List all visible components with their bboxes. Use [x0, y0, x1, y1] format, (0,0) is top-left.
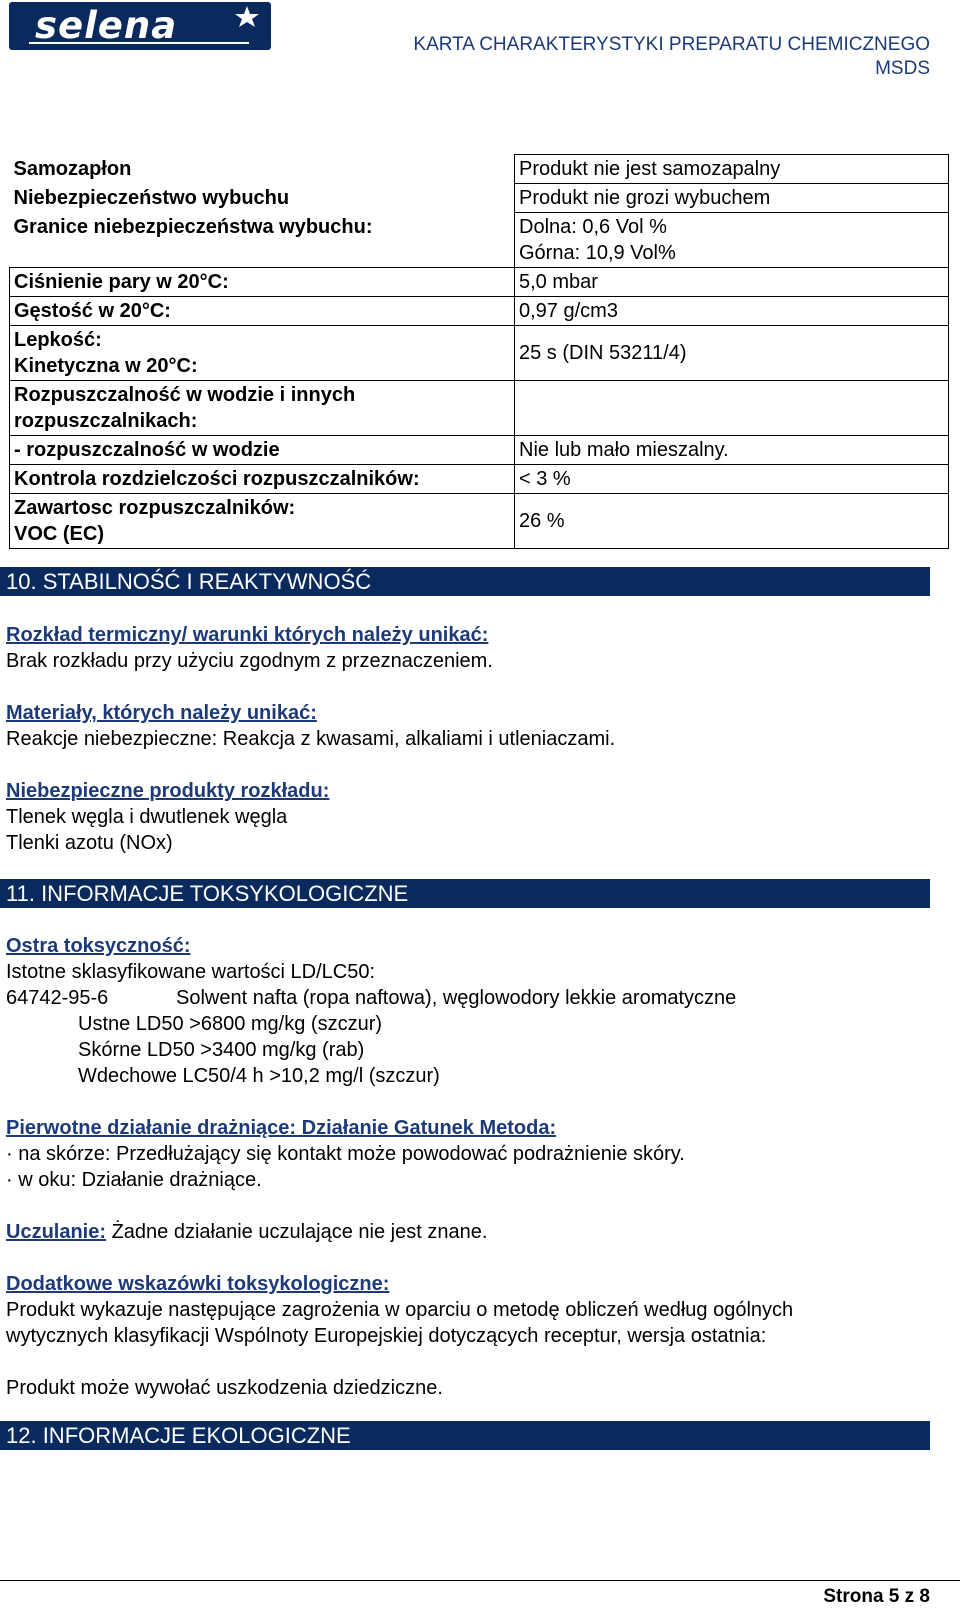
prop-value: Produkt nie grozi wybuchem — [515, 184, 949, 213]
properties-table — [9, 154, 949, 549]
prop-value: 25 s (DIN 53211/4) — [515, 326, 949, 381]
table-row — [10, 213, 949, 268]
cas-number: 64742-95-6 — [6, 987, 109, 1009]
prop-label: Niebezpieczeństwo wybuchu — [13, 186, 290, 209]
prop-value: Produkt nie jest samozapalny — [515, 155, 949, 184]
selena-logo — [9, 2, 271, 50]
materials-text: Reakcje niebezpieczne: Reakcja z kwasami, alkaliami i utleniaczami. — [6, 728, 616, 750]
prop-label — [10, 494, 515, 549]
section-11-body — [6, 933, 936, 1401]
prop-value: 26 % — [515, 494, 949, 549]
prop-value: 5,0 mbar — [515, 268, 949, 297]
prop-label-line: Kinetyczna w 20°C: — [14, 355, 198, 377]
prop-value: Nie lub mało mieszalny. — [515, 436, 949, 465]
table-row — [10, 184, 949, 213]
prop-label: Samozapłon — [13, 157, 132, 180]
acute-intro: Istotne sklasyfikowane wartości LD/LC50: — [6, 961, 376, 983]
section-10-body — [6, 622, 936, 856]
additional-heading: Dodatkowe wskazówki toksykologiczne: — [6, 1273, 390, 1295]
irritation-heading: Pierwotne działanie drażniące: Działanie Gatunek Metoda: — [6, 1117, 557, 1139]
prop-value — [515, 213, 949, 268]
section-11-header: 11. INFORMACJE TOKSYKOLOGICZNE — [0, 879, 930, 908]
products-line: Tlenki azotu (NOx) — [6, 832, 173, 854]
acute-heading: Ostra toksyczność: — [6, 935, 191, 957]
prop-value — [515, 381, 949, 436]
table-row — [10, 494, 949, 549]
products-line: Tlenek węgla i dwutlenek węgla — [6, 806, 288, 828]
prop-value: < 3 % — [515, 465, 949, 494]
prop-label — [10, 381, 515, 436]
section-10-header: 10. STABILNOŚĆ I REAKTYWNOŚĆ — [0, 567, 930, 596]
prop-label: Ciśnienie pary w 20°C: — [10, 268, 515, 297]
prop-label: Granice niebezpieczeństwa wybuchu: — [13, 215, 373, 238]
table-row — [10, 381, 949, 436]
substance-name: Solwent nafta (ropa naftowa), węglowodory lekkie aromatyczne — [176, 987, 737, 1009]
additional-line: Produkt wykazuje następujące zagrożenia w oparciu o metodę obliczeń według ogólnych — [6, 1299, 794, 1321]
eye-effect: · w oku: Działanie drażniące. — [6, 1169, 262, 1191]
prop-label-line: Rozpuszczalność w wodzie i innych — [14, 384, 356, 406]
prop-label-line: Lepkość: — [14, 329, 102, 351]
title-line-2: MSDS — [875, 58, 930, 79]
inhal-lc50: Wdechowe LC50/4 h >10,2 mg/l (szczur) — [78, 1065, 440, 1087]
dermal-ld50: Skórne LD50 >3400 mg/kg (rab) — [78, 1039, 365, 1061]
table-row — [10, 436, 949, 465]
prop-label: - rozpuszczalność w wodzie — [10, 436, 515, 465]
footer-divider — [0, 1580, 960, 1581]
prop-label: Gęstość w 20°C: — [10, 297, 515, 326]
prop-value-line: Dolna: 0,6 Vol % — [519, 216, 667, 238]
table-row — [10, 297, 949, 326]
prop-label-line: Zawartosc rozpuszczalników: — [14, 497, 296, 519]
sens-heading: Uczulanie: — [6, 1221, 107, 1243]
thermal-text: Brak rozkładu przy użyciu zgodnym z przeznaczeniem. — [6, 650, 493, 672]
prop-label — [10, 326, 515, 381]
title-line-1: KARTA CHARAKTERYSTYKI PREPARATU CHEMICZNEGO — [413, 34, 930, 55]
prop-label: Kontrola rozdzielczości rozpuszczalników: — [10, 465, 515, 494]
logo-text: selena — [35, 4, 178, 47]
table-row — [10, 326, 949, 381]
substance-line — [6, 985, 936, 1011]
products-heading: Niebezpieczne produkty rozkładu: — [6, 780, 330, 802]
materials-heading: Materiały, których należy unikać: — [6, 702, 317, 724]
section-12-header: 12. INFORMACJE EKOLOGICZNE — [0, 1421, 930, 1450]
oral-ld50: Ustne LD50 >6800 mg/kg (szczur) — [78, 1013, 383, 1035]
page-number: Strona 5 z 8 — [823, 1586, 930, 1607]
thermal-heading: Rozkład termiczny/ warunki których należy unikać: — [6, 624, 489, 646]
sens-text: Żadne działanie uczulające nie jest znane. — [106, 1221, 488, 1243]
prop-value-line: Górna: 10,9 Vol% — [519, 242, 676, 264]
table-row — [10, 155, 949, 184]
skin-effect: · na skórze: Przedłużający się kontakt może powodować podrażnienie skóry. — [6, 1143, 685, 1165]
prop-value: 0,97 g/cm3 — [515, 297, 949, 326]
sensitisation-line — [6, 1219, 936, 1245]
additional-line: wytycznych klasyfikacji Wspólnoty Europejskiej dotyczących receptur, wersja ostatnia: — [6, 1325, 767, 1347]
document-title — [413, 33, 930, 81]
table-row — [10, 268, 949, 297]
prop-label-line: rozpuszczalnikach: — [14, 410, 198, 432]
table-row — [10, 465, 949, 494]
prop-label-line: VOC (EC) — [14, 523, 104, 545]
mutagen-text: Produkt może wywołać uszkodzenia dziedziczne. — [6, 1377, 443, 1399]
